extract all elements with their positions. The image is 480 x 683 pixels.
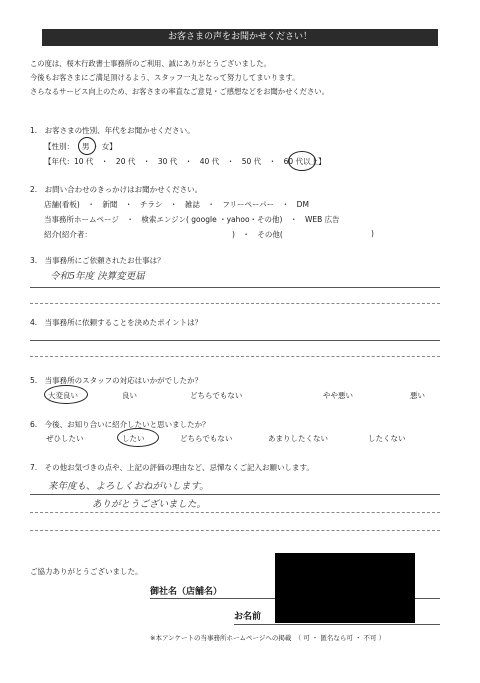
question-6-title: 6. 今後、お知り合いに紹介したいと思いましたか？ — [30, 420, 210, 429]
intro-line-2: 今後もお客さまにご満足頂けるよう、スタッフ一丸となって努力してまいります。 — [30, 73, 300, 82]
question-7-answer-line-2: ありがとうございました。 — [92, 499, 207, 510]
staff-option-bad: 悪い — [410, 391, 425, 400]
other-label: ) ・ その他( — [232, 230, 283, 239]
question-2-title: 2. お問い合わせのきっかけはお聞かせください。 — [30, 185, 203, 194]
question-1-title: 1. お客さまの性別、年代をお聞かせください。 — [30, 126, 195, 135]
question-7-answer-line-1: 来年度も、よろしくおねがいします。 — [48, 481, 209, 492]
gender-selection-circle — [78, 137, 96, 155]
referral-option-rather-not: あまりしたくない — [268, 434, 328, 443]
answer-line — [30, 287, 440, 288]
question-5-title: 5. 当事務所のスタッフの対応はいかがでしたか？ — [30, 376, 203, 385]
age-options: 【年代：10 代 ・ 20 代 ・ 30 代 ・ 40 代 ・ 50 代 ・ 60 代以上】 — [44, 157, 326, 166]
referral-selection-circle — [117, 428, 159, 447]
survey-banner: お客さまの声をお聞かせください！ — [42, 29, 438, 46]
question-3-title: 3. 当事務所にご依頼されたお仕事は？ — [30, 256, 165, 265]
other-close-paren: ) — [371, 229, 374, 238]
source-options-row-2: 当事務所ホームページ ・ 検索エンジン( google ・yahoo・その他) ・ WEB 広告 — [44, 215, 340, 224]
answer-line — [30, 340, 440, 341]
referral-option-neutral: どちらでもない — [180, 434, 233, 443]
staff-selection-circle — [44, 385, 88, 404]
publication-consent-note: ※本アンケートの当事務所ホームページへの掲載 （ 可 ・ 匿名なら可 ・ 不可 ） — [150, 634, 386, 642]
referral-label: 紹介(紹介者： — [44, 230, 92, 239]
intro-line-1: この度は、桜木行政書士事務所のご利用、誠にありがとうございました。 — [30, 59, 271, 68]
gender-label: 【性別： — [44, 142, 74, 151]
age-selection-circle — [288, 151, 316, 171]
staff-option-neutral: どちらでもない — [190, 391, 243, 400]
redaction-block — [275, 553, 415, 623]
answer-line — [30, 512, 440, 513]
referral-option-definitely: ぜひしたい — [46, 434, 84, 443]
referral-option-yes: したい — [122, 434, 145, 443]
staff-option-very-good: 大変良い — [48, 391, 78, 400]
answer-line — [30, 494, 440, 495]
answer-line — [30, 356, 440, 357]
answer-line — [30, 303, 440, 304]
closing-thanks: ご協力ありがとうございました。 — [30, 567, 143, 576]
question-3-answer: 令和5年度 決算変更届 — [50, 271, 145, 282]
referral-option-no: したくない — [368, 434, 406, 443]
customer-name-label: お名前 — [234, 612, 262, 622]
staff-option-good: 良い — [122, 391, 137, 400]
question-7-title: 7. その他お気づきの点や、上記の評価の理由など、忌憚なくご記入お願いします。 — [30, 463, 314, 472]
question-4-title: 4. 当事務所に依頼することを決めたポイントは？ — [30, 318, 203, 327]
answer-line — [30, 530, 440, 531]
source-options-row-1: 店舗(看板) ・ 新聞 ・ チラシ ・ 雑誌 ・ フリーペーパー ・ DM — [44, 200, 309, 209]
company-name-label: 御社名（店舗名） — [150, 587, 223, 597]
intro-line-3: さらなるサービス向上のため、お客さまの率直なご意見・ご感想などをお聞かせください。 — [30, 87, 329, 96]
staff-option-somewhat-bad: やや悪い — [323, 391, 353, 400]
customer-name-line — [234, 624, 440, 625]
gender-options: 男 ・ 女】 — [82, 142, 117, 151]
